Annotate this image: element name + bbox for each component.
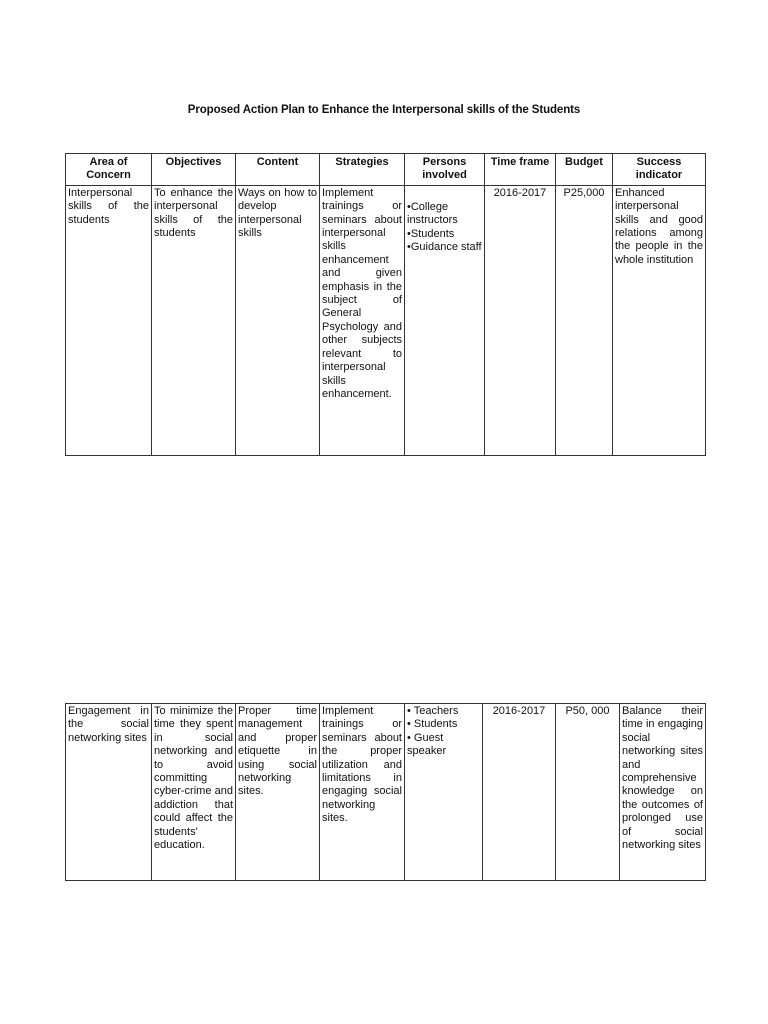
success-indicator-cell: Enhanced interpersonal skills and good relations among the people in the whole institution xyxy=(613,185,706,455)
table-row xyxy=(66,185,706,455)
time-frame-cell: 2016-2017 xyxy=(483,704,556,881)
header-budget: Budget xyxy=(556,154,613,186)
table-row xyxy=(66,704,706,881)
header-objectives: Objectives xyxy=(152,154,236,186)
header-persons-involved: Persons involved xyxy=(405,154,485,186)
list-item: •Guidance staff xyxy=(407,241,482,254)
strategies-cell: Implement trainings or seminars about interpersonal skills enhancement and given emphasis in the subject of General Psychology and other subjects relevant to interpersonal skills enhancement. xyxy=(320,185,405,455)
persons-involved-cell xyxy=(405,185,485,455)
budget-cell: P25,000 xyxy=(556,185,613,455)
objectives-cell: To minimize the time they spent in social networking and to avoid committing cyber-crime and addiction that could affect the students' education. xyxy=(152,704,236,881)
budget-cell: P50, 000 xyxy=(556,704,620,881)
list-item: •Students xyxy=(407,227,455,240)
objectives-cell: To enhance the interpersonal skills of the students xyxy=(152,185,236,455)
header-content: Content xyxy=(236,154,320,186)
persons-involved-cell xyxy=(405,704,483,881)
area-of-concern-cell: Engagement in the social networking sites xyxy=(66,704,152,881)
action-plan-table xyxy=(65,153,706,456)
header-strategies: Strategies xyxy=(320,154,405,186)
area-of-concern-cell: Interpersonal skills of the students xyxy=(66,185,152,455)
content-cell: Ways on how to develop interpersonal skills xyxy=(236,185,320,455)
list-item: • Students xyxy=(407,718,458,731)
success-indicator-cell: Balance their time in engaging social networking sites and comprehensive knowledge on the outcomes of prolonged use of social networking sites xyxy=(620,704,706,881)
header-time-frame: Time frame xyxy=(485,154,556,186)
list-item: • Guest speaker xyxy=(407,731,447,758)
header-area-of-concern: Area of Concern xyxy=(66,154,152,186)
header-success-indicator: Success indicator xyxy=(613,154,706,186)
table-header-row xyxy=(66,154,706,186)
content-cell: Proper time management and proper etiquette in using social networking sites. xyxy=(236,704,320,881)
action-plan-table-continued xyxy=(65,703,706,881)
strategies-cell: Implement trainings or seminars about the proper utilization and limitations in engaging social networking sites. xyxy=(320,704,405,881)
page-title: Proposed Action Plan to Enhance the Interpersonal skills of the Students xyxy=(187,104,581,116)
time-frame-cell: 2016-2017 xyxy=(485,185,556,455)
list-item: • Teachers xyxy=(407,705,459,717)
list-item: •College instructors xyxy=(407,200,458,227)
